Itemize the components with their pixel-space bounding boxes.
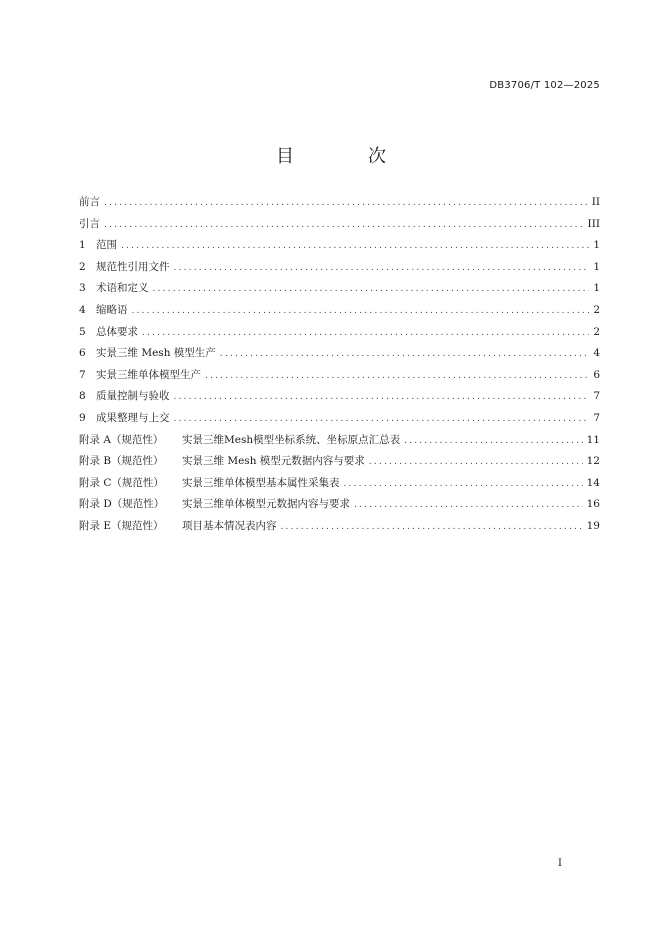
dot-leader xyxy=(281,522,583,532)
footer-page-number: I xyxy=(558,858,562,869)
section-number: 3 xyxy=(79,282,86,295)
toc-page-number: II xyxy=(591,196,600,208)
toc-entry-label: 前言 xyxy=(79,196,100,208)
annex-label: 附录 E（规范性） xyxy=(79,519,164,532)
toc-entry-label: 引言 xyxy=(79,217,100,230)
toc-page-number: 7 xyxy=(593,390,600,403)
section-number: 7 xyxy=(79,368,86,381)
toc-entry-label: 实景三维单体模型生产 xyxy=(96,368,201,381)
toc-entry-1[interactable] xyxy=(79,237,600,259)
section-number: 4 xyxy=(79,303,86,316)
toc-page-number: III xyxy=(587,217,600,230)
section-number: 8 xyxy=(79,390,86,403)
toc-entry-label: 范围 xyxy=(96,239,117,252)
dot-leader xyxy=(104,198,588,208)
toc-page-number: 7 xyxy=(593,411,600,424)
toc-page-number: 12 xyxy=(586,455,600,468)
toc-page-number: 1 xyxy=(593,260,600,273)
dot-leader xyxy=(369,457,583,467)
dot-leader xyxy=(132,306,590,316)
dot-leader xyxy=(354,500,583,510)
toc-entry-label: 实景三维单体模型基本属性采集表 xyxy=(182,476,340,489)
dot-leader xyxy=(142,328,589,338)
toc-page-number: 19 xyxy=(586,519,600,532)
toc-entry-label: 项目基本情况表内容 xyxy=(182,519,277,532)
dot-leader xyxy=(121,241,589,251)
toc-entry-label: 实景三维 Mesh 模型生产 xyxy=(96,347,216,360)
toc-entry-annex-e[interactable] xyxy=(79,518,600,540)
section-number: 6 xyxy=(79,347,86,360)
dot-leader xyxy=(174,414,590,424)
toc-entry-7[interactable] xyxy=(79,367,600,389)
annex-label: 附录 A（规范性） xyxy=(79,433,164,446)
toc-entry-label: 实景三维Mesh模型坐标系统、坐标原点汇总表 xyxy=(182,433,401,446)
toc-entry-label: 成果整理与上交 xyxy=(96,411,170,424)
toc-entry-3[interactable] xyxy=(79,280,600,302)
toc-entry-label: 总体要求 xyxy=(96,325,138,338)
toc-entry-annex-a[interactable] xyxy=(79,432,600,454)
section-number: 5 xyxy=(79,325,86,338)
toc-entry-8[interactable] xyxy=(79,388,600,410)
toc-entry-6[interactable] xyxy=(79,345,600,367)
dot-leader xyxy=(174,392,590,402)
toc-entry-label: 实景三维单体模型元数据内容与要求 xyxy=(182,498,350,511)
toc-page-number: 2 xyxy=(593,303,600,316)
toc-entry-label: 规范性引用文件 xyxy=(96,260,170,273)
toc-entry-5[interactable] xyxy=(79,324,600,346)
dot-leader xyxy=(344,479,583,489)
toc-entry-annex-b[interactable] xyxy=(79,453,600,475)
table-of-contents xyxy=(79,194,600,540)
toc-page-number: 11 xyxy=(586,433,600,446)
toc-entry-9[interactable] xyxy=(79,410,600,432)
toc-page-number: 14 xyxy=(586,476,600,489)
toc-entry-label: 缩略语 xyxy=(96,303,128,316)
toc-entry-2[interactable] xyxy=(79,259,600,281)
toc-page-number: 1 xyxy=(593,239,600,252)
toc-entry-annex-d[interactable] xyxy=(79,496,600,518)
dot-leader xyxy=(205,371,589,381)
section-number: 1 xyxy=(79,239,86,252)
toc-page-number: 16 xyxy=(586,498,600,511)
toc-entry-label: 术语和定义 xyxy=(96,282,149,295)
toc-page-number: 4 xyxy=(593,347,600,360)
toc-page-number: 2 xyxy=(593,325,600,338)
section-number: 2 xyxy=(79,260,86,273)
dot-leader xyxy=(153,284,590,294)
toc-entry-label: 实景三维 Mesh 模型元数据内容与要求 xyxy=(182,455,365,468)
dot-leader xyxy=(220,349,590,359)
document-code: DB3706/T 102—2025 xyxy=(489,80,600,91)
toc-entry-introduction[interactable] xyxy=(79,216,600,238)
dot-leader xyxy=(404,436,583,446)
annex-label: 附录 D（规范性） xyxy=(79,498,165,511)
toc-page-number: 6 xyxy=(593,368,600,381)
page-title: 目 次 xyxy=(276,146,414,167)
annex-label: 附录 C（规范性） xyxy=(79,476,164,489)
toc-entry-label: 质量控制与验收 xyxy=(96,390,170,403)
toc-page-number: 1 xyxy=(593,282,600,295)
toc-entry-4[interactable] xyxy=(79,302,600,324)
toc-entry-annex-c[interactable] xyxy=(79,475,600,497)
annex-label: 附录 B（规范性） xyxy=(79,455,164,468)
dot-leader xyxy=(174,263,590,273)
toc-entry-foreword[interactable] xyxy=(79,194,600,216)
section-number: 9 xyxy=(79,411,86,424)
dot-leader xyxy=(104,220,584,230)
